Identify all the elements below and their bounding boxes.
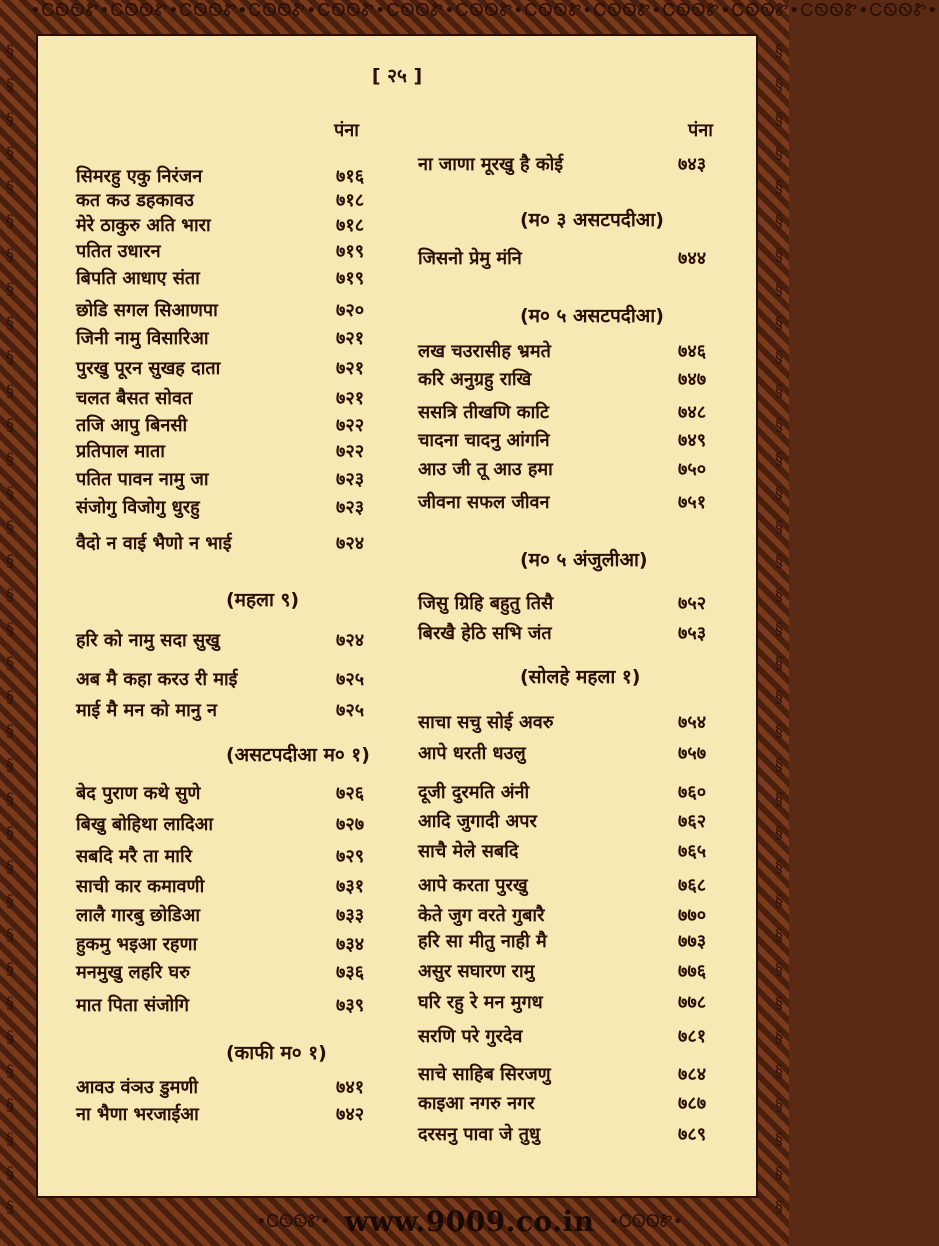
index-page	[36, 34, 758, 1198]
entry-page-number: ७२३	[336, 497, 365, 518]
entry-title: दरसनु पावा जे तुधु	[418, 1124, 541, 1145]
entry-title: माई मै मन को मानु न	[76, 700, 218, 721]
entry-page-number: ७१६	[336, 166, 365, 187]
entry-page-number: ७१९	[336, 241, 365, 262]
footer	[0, 1196, 939, 1246]
entry-page-number: ७२१	[336, 358, 365, 379]
entry-title: साचा सचु सोई अवरु	[418, 712, 554, 733]
right-column-header: पंना	[688, 120, 713, 141]
entry-page-number: ७१८	[336, 215, 365, 236]
entry-title: आदि जुगादी अपर	[418, 811, 537, 832]
entry-page-number: ७८४	[678, 1064, 707, 1085]
entry-title: आपे करता पुरखु	[418, 875, 528, 896]
entry-page-number: ७२३	[336, 469, 365, 490]
entry-page-number: ७२५	[336, 669, 365, 690]
entry-page-number: ७६५	[678, 841, 707, 862]
entry-page-number: ७४३	[678, 154, 707, 175]
entry-title: बिपति आधाए संता	[76, 268, 200, 289]
left-column-header: पंना	[334, 120, 359, 141]
entry-page-number: ७३४	[336, 934, 365, 955]
entry-page-number: ७५७	[678, 743, 707, 764]
entry-title: दूजी दुरमति अंनी	[418, 782, 530, 803]
right-ornament-border: § § § § § § § § § § § § § § § § § § § § § § § § § § § § § § § § § § §	[775, 41, 783, 1216]
entry-page-number: ७२५	[336, 700, 365, 721]
entry-title: असुर सघारण रामु	[418, 961, 535, 982]
entry-page-number: ७४४	[678, 248, 707, 269]
entry-page-number: ७४७	[678, 369, 707, 390]
entry-title: छोडि सगल सिआणपा	[76, 300, 218, 321]
page-number: [ २५ ]	[371, 65, 423, 87]
section-heading: (म० ३ असटपदीआ)	[520, 209, 664, 231]
entry-title: काइआ नगरु नगर	[418, 1093, 535, 1114]
entry-page-number: ७२२	[336, 415, 365, 436]
entry-page-number: ७४९	[678, 430, 707, 451]
entry-page-number: ७५१	[678, 492, 707, 513]
entry-title: ना जाणा मूरखु है कोई	[418, 154, 564, 175]
entry-page-number: ७३३	[336, 905, 365, 926]
entry-title: ससत्रि तीखणि काटि	[418, 402, 550, 423]
entry-title: लालै गारबु छोडिआ	[76, 905, 201, 926]
entry-page-number: ७५२	[678, 593, 707, 614]
entry-page-number: ७२१	[336, 328, 365, 349]
entry-title: केते जुग वरते गुबारै	[418, 905, 545, 926]
entry-page-number: ७८१	[678, 1026, 707, 1047]
section-heading: (महला ९)	[226, 589, 300, 611]
entry-title: पतित पावन नामु जा	[76, 469, 209, 490]
footer-ornament-right: •ᏟᏫᏫᏑ•	[608, 1210, 684, 1232]
entry-page-number: ७२७	[336, 814, 365, 835]
entry-title: प्रतिपाल माता	[76, 441, 165, 462]
section-heading: (सोलहे महला १)	[520, 666, 641, 688]
entry-page-number: ७७८	[678, 992, 707, 1013]
entry-title: संजोगु विजोगु धुरहु	[76, 497, 200, 518]
entry-title: साचै मेले सबदि	[418, 841, 519, 862]
entry-page-number: ७२१	[336, 388, 365, 409]
entry-page-number: ७६०	[678, 782, 707, 803]
entry-title: जीवना सफल जीवन	[418, 492, 550, 513]
entry-title: जिसु ग्रिहि बहुतु तिसै	[418, 593, 554, 614]
entry-page-number: ७२४	[336, 533, 365, 554]
entry-page-number: ७२२	[336, 441, 365, 462]
entry-title: चादना चादनु आंगनि	[418, 430, 550, 451]
entry-page-number: ७२४	[336, 630, 365, 651]
left-ornament-border: § § § § § § § § § § § § § § § § § § § § § § § § § § § § § § § § § § §	[6, 41, 14, 1216]
entry-page-number: ७६८	[678, 875, 707, 896]
entry-title: बिरखै हेठि सभि जंत	[418, 623, 552, 644]
entry-page-number: ७१९	[336, 268, 365, 289]
entry-page-number: ७५३	[678, 623, 707, 644]
section-heading: (असटपदीआ म० १)	[226, 744, 370, 766]
entry-title: सबदि मरै ता मारि	[76, 846, 192, 867]
entry-title: बिखु बोहिथा लादिआ	[76, 814, 214, 835]
entry-title: सरणि परे गुरदेव	[418, 1026, 523, 1047]
entry-page-number: ७५०	[678, 459, 707, 480]
entry-page-number: ७२९	[336, 846, 365, 867]
entry-page-number: ७५४	[678, 712, 707, 733]
entry-title: आपे धरती धउलु	[418, 743, 526, 764]
entry-page-number: ७३१	[336, 876, 365, 897]
entry-title: ना भैणा भरजाईआ	[76, 1104, 199, 1125]
entry-title: जिसनो प्रेमु मंनि	[418, 248, 522, 269]
entry-title: हरि सा मीतु नाही मै	[418, 931, 547, 952]
entry-title: हरि को नामु सदा सुखु	[76, 630, 220, 651]
entry-page-number: ७४६	[678, 341, 707, 362]
entry-title: मनमुखु लहरि घरु	[76, 962, 190, 983]
entry-title: पुरखु पूरन सुखह दाता	[76, 358, 221, 379]
entry-page-number: ७६२	[678, 811, 707, 832]
entry-title: पतित उधारन	[76, 241, 161, 262]
entry-title: हुकमु भइआ रहणा	[76, 934, 198, 955]
entry-page-number: ७८७	[678, 1093, 707, 1114]
entry-page-number: ७२०	[336, 300, 365, 321]
entry-title: मेरे ठाकुरु अति भारा	[76, 215, 211, 236]
entry-title: जिनी नामु विसारिआ	[76, 328, 209, 349]
entry-title: वैदो न वाई भैणो न भाई	[76, 533, 232, 554]
entry-title: मात पिता संजोगि	[76, 995, 190, 1016]
section-heading: (म० ५ अंजुलीआ)	[520, 549, 648, 571]
entry-page-number: ७३६	[336, 962, 365, 983]
entry-title: करि अनुग्रहु राखि	[418, 369, 532, 390]
section-heading: (काफी म० १)	[226, 1042, 327, 1064]
entry-title: साचे साहिब सिरजणु	[418, 1064, 551, 1085]
entry-title: घरि रहु रे मन मुगध	[418, 992, 543, 1013]
entry-page-number: ७४८	[678, 402, 707, 423]
entry-page-number: ७१८	[336, 190, 365, 211]
entry-title: साची कार कमावणी	[76, 876, 205, 897]
entry-page-number: ७२६	[336, 783, 365, 804]
footer-url: www.9009.co.in	[344, 1204, 595, 1238]
entry-page-number: ७७६	[678, 961, 707, 982]
entry-title: आवउ वंञउ डुमणी	[76, 1077, 199, 1098]
entry-title: सिमरहु एकु निरंजन	[76, 166, 203, 187]
entry-page-number: ७७३	[678, 931, 707, 952]
entry-title: आउ जी तू आउ हमा	[418, 459, 553, 480]
entry-title: अब मै कहा करउ री माई	[76, 669, 238, 690]
entry-title: कत कउ डहकावउ	[76, 190, 194, 211]
entry-page-number: ७८९	[678, 1124, 707, 1145]
entry-title: तजि आपु बिनसी	[76, 415, 188, 436]
entry-title: बेद पुराण कथे सुणे	[76, 783, 201, 804]
footer-ornament-left: •ᏟᏫᏫᏑ•	[255, 1210, 331, 1232]
top-ornament-border: •ᏟᏫᏫᏑ•ᏟᏫᏫᏑ•ᏟᏫᏫᏑ•ᏟᏫᏫᏑ•ᏟᏫᏫᏑ•ᏟᏫᏫᏑ•ᏟᏫᏫᏑ•ᏟᏫᏫᏑ•ᏟᏫᏫᏑ•ᏟᏫᏫᏑ•ᏟᏫᏫᏑ•ᏟᏫᏫᏑ•ᏟᏫᏫᏑ•	[30, 0, 939, 21]
entry-page-number: ७३९	[336, 995, 365, 1016]
entry-page-number: ७४१	[336, 1077, 365, 1098]
entry-title: लख चउरासीह भ्रमते	[418, 341, 551, 362]
entry-page-number: ७७०	[678, 905, 707, 926]
section-heading: (म० ५ असटपदीआ)	[520, 305, 664, 327]
entry-title: चलत बैसत सोवत	[76, 388, 193, 409]
entry-page-number: ७४२	[336, 1104, 365, 1125]
